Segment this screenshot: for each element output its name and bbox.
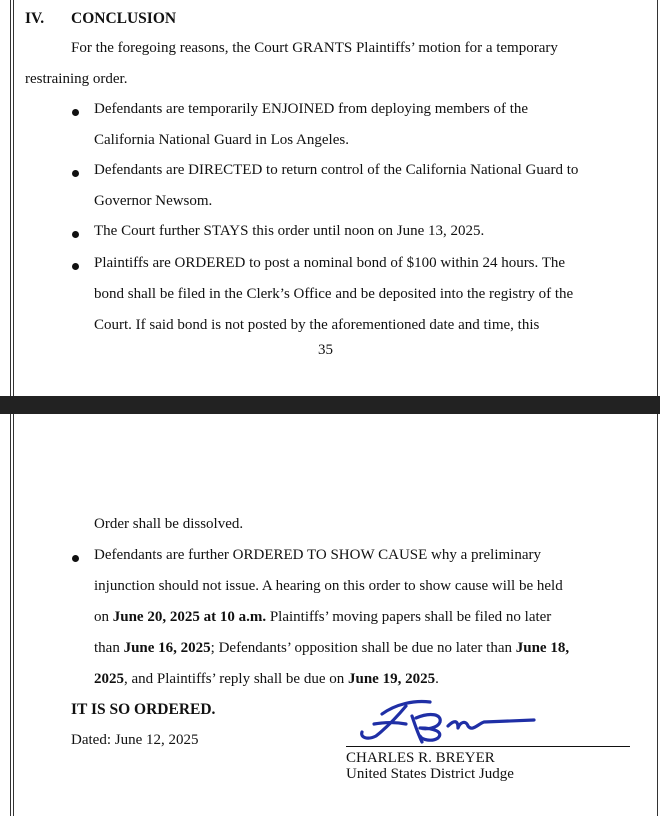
margin-rule (10, 414, 11, 816)
bullet-icon (72, 555, 79, 562)
text-run: than (94, 640, 124, 656)
bullet-text-line (94, 671, 439, 688)
section-title: CONCLUSION (71, 10, 177, 27)
bullet-text-line: California National Guard in Los Angeles. (94, 132, 349, 148)
signature-line (346, 746, 630, 747)
bullet-icon (72, 231, 79, 238)
bullet-text-line: Defendants are temporarily ENJOINED from deploying members of the (94, 101, 529, 117)
judge-title: United States District Judge (346, 766, 514, 782)
bullet-text-line: Defendants are further ORDERED TO SHOW CAUSE why a preliminary (94, 547, 541, 563)
bullet-text-line: Defendants are DIRECTED to return control of the California National Guard to (94, 162, 579, 178)
hearing-date: June 20, 2025 at 10 a.m. (112, 609, 267, 625)
text-run: Plaintiffs’ moving papers shall be filed no later (266, 609, 552, 625)
continuation-line: Order shall be dissolved. (94, 516, 244, 532)
margin-rule (657, 414, 658, 816)
bullet-icon (72, 263, 79, 270)
intro-line: For the foregoing reasons, the Court GRANTS Plaintiffs’ motion for a temporary (71, 40, 558, 56)
opposition-date-year: 2025 (94, 671, 124, 687)
bullet-text-line: bond shall be filed in the Clerk’s Office and be deposited into the registry of the (94, 286, 574, 302)
date-line: Dated: June 12, 2025 (71, 732, 199, 748)
judge-name: CHARLES R. BREYER (346, 750, 495, 766)
bullet-text-line: The Court further STAYS this order until noon on June 13, 2025. (94, 223, 485, 239)
judge-signature (356, 694, 536, 746)
bullet-text-line (94, 609, 551, 626)
margin-rule (657, 0, 658, 396)
bullet-text-line (94, 640, 569, 657)
text-run: . (435, 671, 439, 687)
moving-papers-date: June 16, 2025 (123, 640, 211, 656)
reply-date: June 19, 2025 (347, 671, 436, 687)
text-run: on (94, 609, 113, 625)
document-page-35 (0, 0, 660, 396)
margin-rule (10, 0, 11, 396)
document-page-36 (0, 414, 660, 816)
bullet-icon (72, 170, 79, 177)
section-number: IV. (25, 10, 45, 27)
bullet-text-line: Governor Newsom. (94, 193, 213, 209)
bullet-text-line: Court. If said bond is not posted by the aforementioned date and time, this (94, 317, 540, 333)
margin-rule (13, 0, 14, 396)
page-number: 35 (318, 342, 333, 358)
opposition-date: June 18, (515, 640, 570, 656)
bullet-icon (72, 109, 79, 116)
margin-rule (13, 414, 14, 816)
intro-line: restraining order. (25, 71, 128, 87)
page-separator (0, 396, 660, 414)
bullet-text-line: Plaintiffs are ORDERED to post a nominal bond of $100 within 24 hours. The (94, 255, 566, 271)
text-run: , and Plaintiffs’ reply shall be due on (124, 671, 348, 687)
bullet-text-line: injunction should not issue. A hearing on this order to show cause will be held (94, 578, 563, 594)
text-run: ; Defendants’ opposition shall be due no later than (210, 640, 516, 656)
so-ordered: IT IS SO ORDERED. (71, 701, 216, 718)
